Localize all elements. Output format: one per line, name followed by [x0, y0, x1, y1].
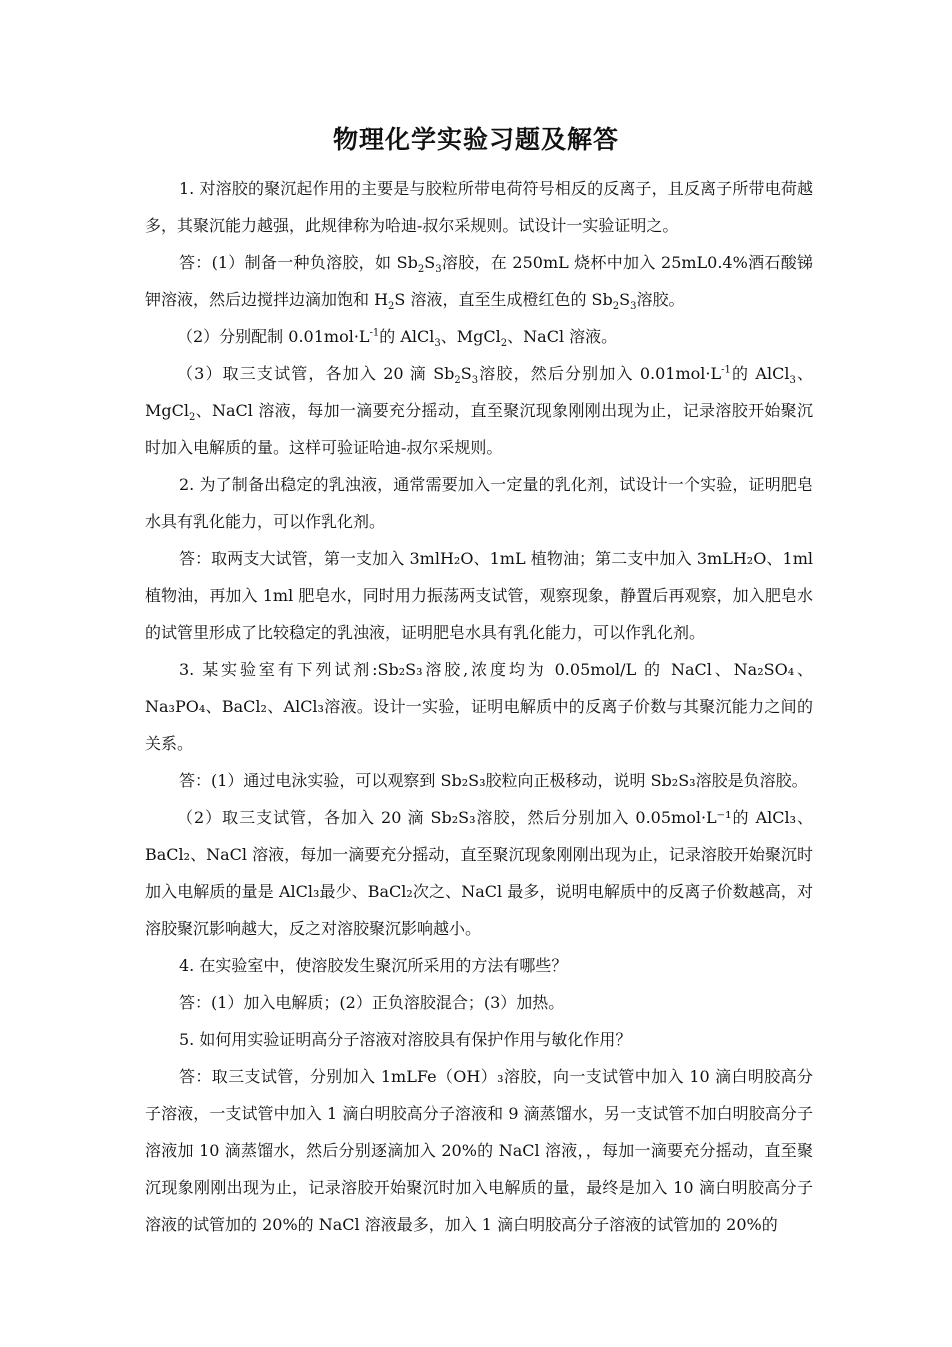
answer-2: 答：取两支大试管，第一支加入 3mlH₂O、1mL 植物油；第二支中加入 3mLH₂O、1ml 植物油，再加入 1ml 肥皂水，同时用力振荡两支试管，观察现象，静置后再观察，加入肥皂水的试管里形成了比较稳定的乳浊液，证明肥皂水具有乳化能力，可以作乳化剂。: [145, 549, 813, 642]
subscript: 2: [454, 375, 461, 387]
answer-1-step-3-text-d: 、MgCl: [145, 364, 813, 420]
answer-1-step-3-text-a: （3）取三支试管，各加入 20 滴 Sb: [177, 364, 455, 383]
page-title: 物理化学实验习题及解答: [332, 125, 619, 154]
superscript: -1: [369, 327, 380, 339]
answer-1-step-1-text-d: 溶胶。: [636, 290, 685, 309]
question-5: 5. 如何用实验证明高分子溶液对溶胶具有保护作用与敏化作用？: [179, 1030, 632, 1049]
answer-1-step-3-text-e: 、NaCl 溶液，每加一滴要充分摇动，直至聚沉现象刚刚出现为止，记录溶胶开始聚沉时加入电解质的量。这样可验证哈迪-叔尔采规则。: [145, 401, 813, 457]
subscript: 3: [789, 375, 796, 387]
subscript: 2: [612, 301, 620, 313]
answer-1-step-3: （3）取三支试管，各加入 20 滴 $Sb_2S_3$溶胶，然后分别加入 $0.01mol\cdot L^{-1}$的 AlCl$_3$、MgCl$_2$、NaCl 溶液，每加一滴要充分摇动，直至聚沉现象刚刚出现为止，记录溶胶开始聚沉时加入电解质的量。这样可验证哈迪-叔尔采规则。: [145, 364, 813, 457]
subscript: 2: [500, 338, 508, 350]
answer-1-step-2-text-c: 、MgCl: [440, 327, 501, 346]
answer-1-step-3-text-b: 溶胶，然后分别加入 0.01mol·L: [478, 364, 722, 383]
subscript: 3: [434, 338, 441, 350]
subscript: 2: [417, 264, 425, 276]
answer-1-step-1-text-a: 答：(1）制备一种负溶胶，如 Sb: [179, 253, 418, 272]
answer-3-step-2: （2）取三支试管，各加入 20 滴 Sb₂S₃溶胶，然后分别加入 0.05mol·L⁻¹的 AlCl₃、BaCl₂、NaCl 溶液，每加一滴要充分摇动，直至聚沉现象刚刚出现为止，记录溶胶开始聚沉时加入电解质的量是 AlCl₃最少、BaCl₂次之、NaCl 最多，说明电解质中的反离子价数越高，对溶胶聚沉影响越大，反之对溶胶聚沉影响越小。: [145, 808, 813, 938]
subscript: 2: [388, 301, 395, 313]
subscript: 3: [435, 264, 442, 276]
answer-1-step-1: 答：(1）制备一种负溶胶，如 $Sb_2S_3$溶胶，在 250mL 烧杯中加入 25mL0.4%酒石酸锑钾溶液，然后边搅拌边滴加饱和 $H_2S$ 溶液，直至生成橙红色的 $Sb_2S_3$溶胶。: [145, 253, 813, 313]
answer-1-step-2: [145, 318, 813, 355]
document-body: [145, 170, 813, 1243]
answer-3-step-1: 答：(1）通过电泳实验，可以观察到 Sb₂S₃胶粒向正极移动，说明 Sb₂S₃溶胶是负溶胶。: [179, 771, 808, 790]
question-1: 1. 对溶胶的聚沉起作用的主要是与胶粒所带电荷符号相反的反离子，且反离子所带电荷越多，其聚沉能力越强，此规律称为哈迪-叔尔采规则。试设计一实验证明之。: [145, 179, 813, 235]
answer-1-step-1-text-c: S 溶液，直至生成橙红色的 Sb: [394, 290, 613, 309]
answer-1-step-1-text-b: 溶胶，在 250mL 烧杯中加入 25mL0.4%酒石酸锑钾溶液，然后边搅拌边滴加饱和 H: [145, 253, 813, 309]
question-2: 2. 为了制备出稳定的乳浊液，通常需要加入一定量的乳化剂，试设计一个实验，证明肥皂水具有乳化能力，可以作乳化剂。: [145, 475, 813, 531]
answer-1-step-3-text-c: 的 AlCl: [730, 364, 790, 383]
answer-5: 答：取三支试管，分别加入 1mLFe（OH）₃溶胶，向一支试管中加入 10 滴白明胶高分子溶液，一支试管中加入 1 滴白明胶高分子溶液和 9 滴蒸馏水，另一支试管不加白明胶高分子溶液加 10 滴蒸馏水，然后分别逐滴加入 20%的 NaCl 溶液，，每加一滴要充分摇动，直至聚沉现象刚刚出现为止，记录溶胶开始聚沉时加入电解质的量，最终是加入 10 滴白明胶高分子溶液的试管加的 20%的 NaCl 溶液最多，加入 1 滴白明胶高分子溶液的试管加的 20%的: [145, 1067, 813, 1234]
subscript: 3: [630, 301, 637, 313]
question-3: 3. 某实验室有下列试剂:Sb₂S₃溶胶,浓度均为 0.05mol/L 的 NaCl、Na₂SO₄、Na₃PO₄、BaCl₂、AlCl₃溶液。设计一实验，证明电解质中的反离子价数与其聚沉能力之间的关系。: [145, 660, 813, 753]
answer-1-step-2-text-a: （2）分别配制 0.01mol·L: [177, 327, 370, 346]
subscript: 2: [188, 412, 196, 424]
answer-4: 答：(1）加入电解质；(2）正负溶胶混合；(3）加热。: [179, 993, 565, 1012]
answer-1-step-2-text-b: 的 AlCl: [379, 327, 435, 346]
answer-1-step-2-text-d: 、NaCl 溶液。: [507, 327, 618, 346]
question-4: 4. 在实验室中，使溶胶发生聚沉所采用的方法有哪些？: [179, 956, 568, 975]
subscript: 3: [471, 375, 479, 387]
superscript: -1: [721, 364, 731, 376]
